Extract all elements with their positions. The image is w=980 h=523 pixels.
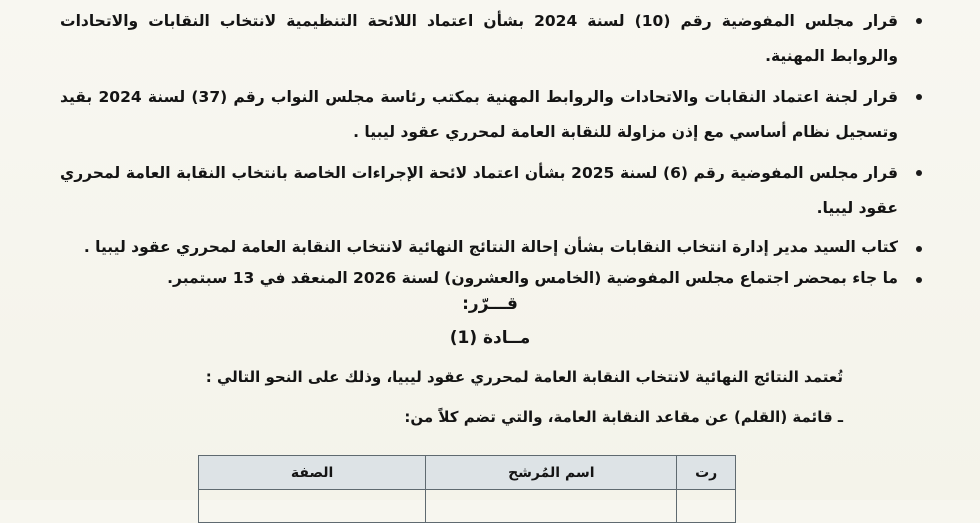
- decree-heading: قـــرّر:: [462, 294, 518, 314]
- bullet-icon: [916, 170, 922, 176]
- bullet-icon: [916, 18, 922, 24]
- table-cell: [426, 490, 677, 523]
- list-item: [60, 156, 922, 226]
- bullet-text: قرار مجلس المفوضية رقم (10) لسنة 2024 بشأن اعتماد اللائحة التنظيمية لانتخاب النقابات والاتحادات والروابط المهنية.: [60, 12, 898, 65]
- bullet-text: ما جاء بمحضر اجتماع مجلس المفوضية (الخامس والعشرون) لسنة 2026 المنعقد في 13 سبتمبر.: [167, 269, 898, 287]
- list-intro: ـ قائمة (القلم) عن مقاعد النقابة العامة، والتي تضم كلاً من:: [404, 408, 843, 426]
- bullet-icon: [916, 246, 922, 252]
- bullet-icon: [916, 94, 922, 100]
- references-list: [60, 4, 922, 294]
- article-text: تُعتمد النتائج النهائية لانتخاب النقابة العامة لمحرري عقود ليبيا، وذلك على النحو التالي :: [205, 368, 843, 386]
- column-header-role: الصفة: [199, 456, 426, 490]
- table-cell: [199, 490, 426, 523]
- bullet-text: قرار لجنة اعتماد النقابات والاتحادات والروابط المهنية بمكتب رئاسة مجلس النواب رقم (37) لسنة 2024 بقيد وتسجيل نظام أساسي مع إذن مزاولة للنقابة العامة لمحرري عقود ليبيا .: [60, 88, 899, 141]
- bullet-icon: [916, 277, 922, 283]
- list-item: [60, 4, 922, 74]
- list-item: [60, 80, 922, 150]
- table-cell: [677, 490, 736, 523]
- list-item: [60, 232, 922, 263]
- column-header-number: رت: [677, 456, 736, 490]
- article-heading: مــادة (1): [449, 328, 531, 348]
- bullet-text: قرار مجلس المفوضية رقم (6) لسنة 2025 بشأن اعتماد لائحة الإجراءات الخاصة بانتخاب النقابة العامة لمحرري عقود ليبيا.: [60, 164, 898, 217]
- table-row: [199, 490, 736, 523]
- bullet-text: كتاب السيد مدير إدارة انتخاب النقابات بشأن إحالة النتائج النهائية لانتخاب النقابة العامة لمحرري عقود ليبيا .: [83, 238, 898, 256]
- table-header-row: [199, 456, 736, 490]
- column-header-name: اسم المُرشح: [426, 456, 677, 490]
- candidates-table: [198, 455, 736, 523]
- list-item: [60, 263, 922, 294]
